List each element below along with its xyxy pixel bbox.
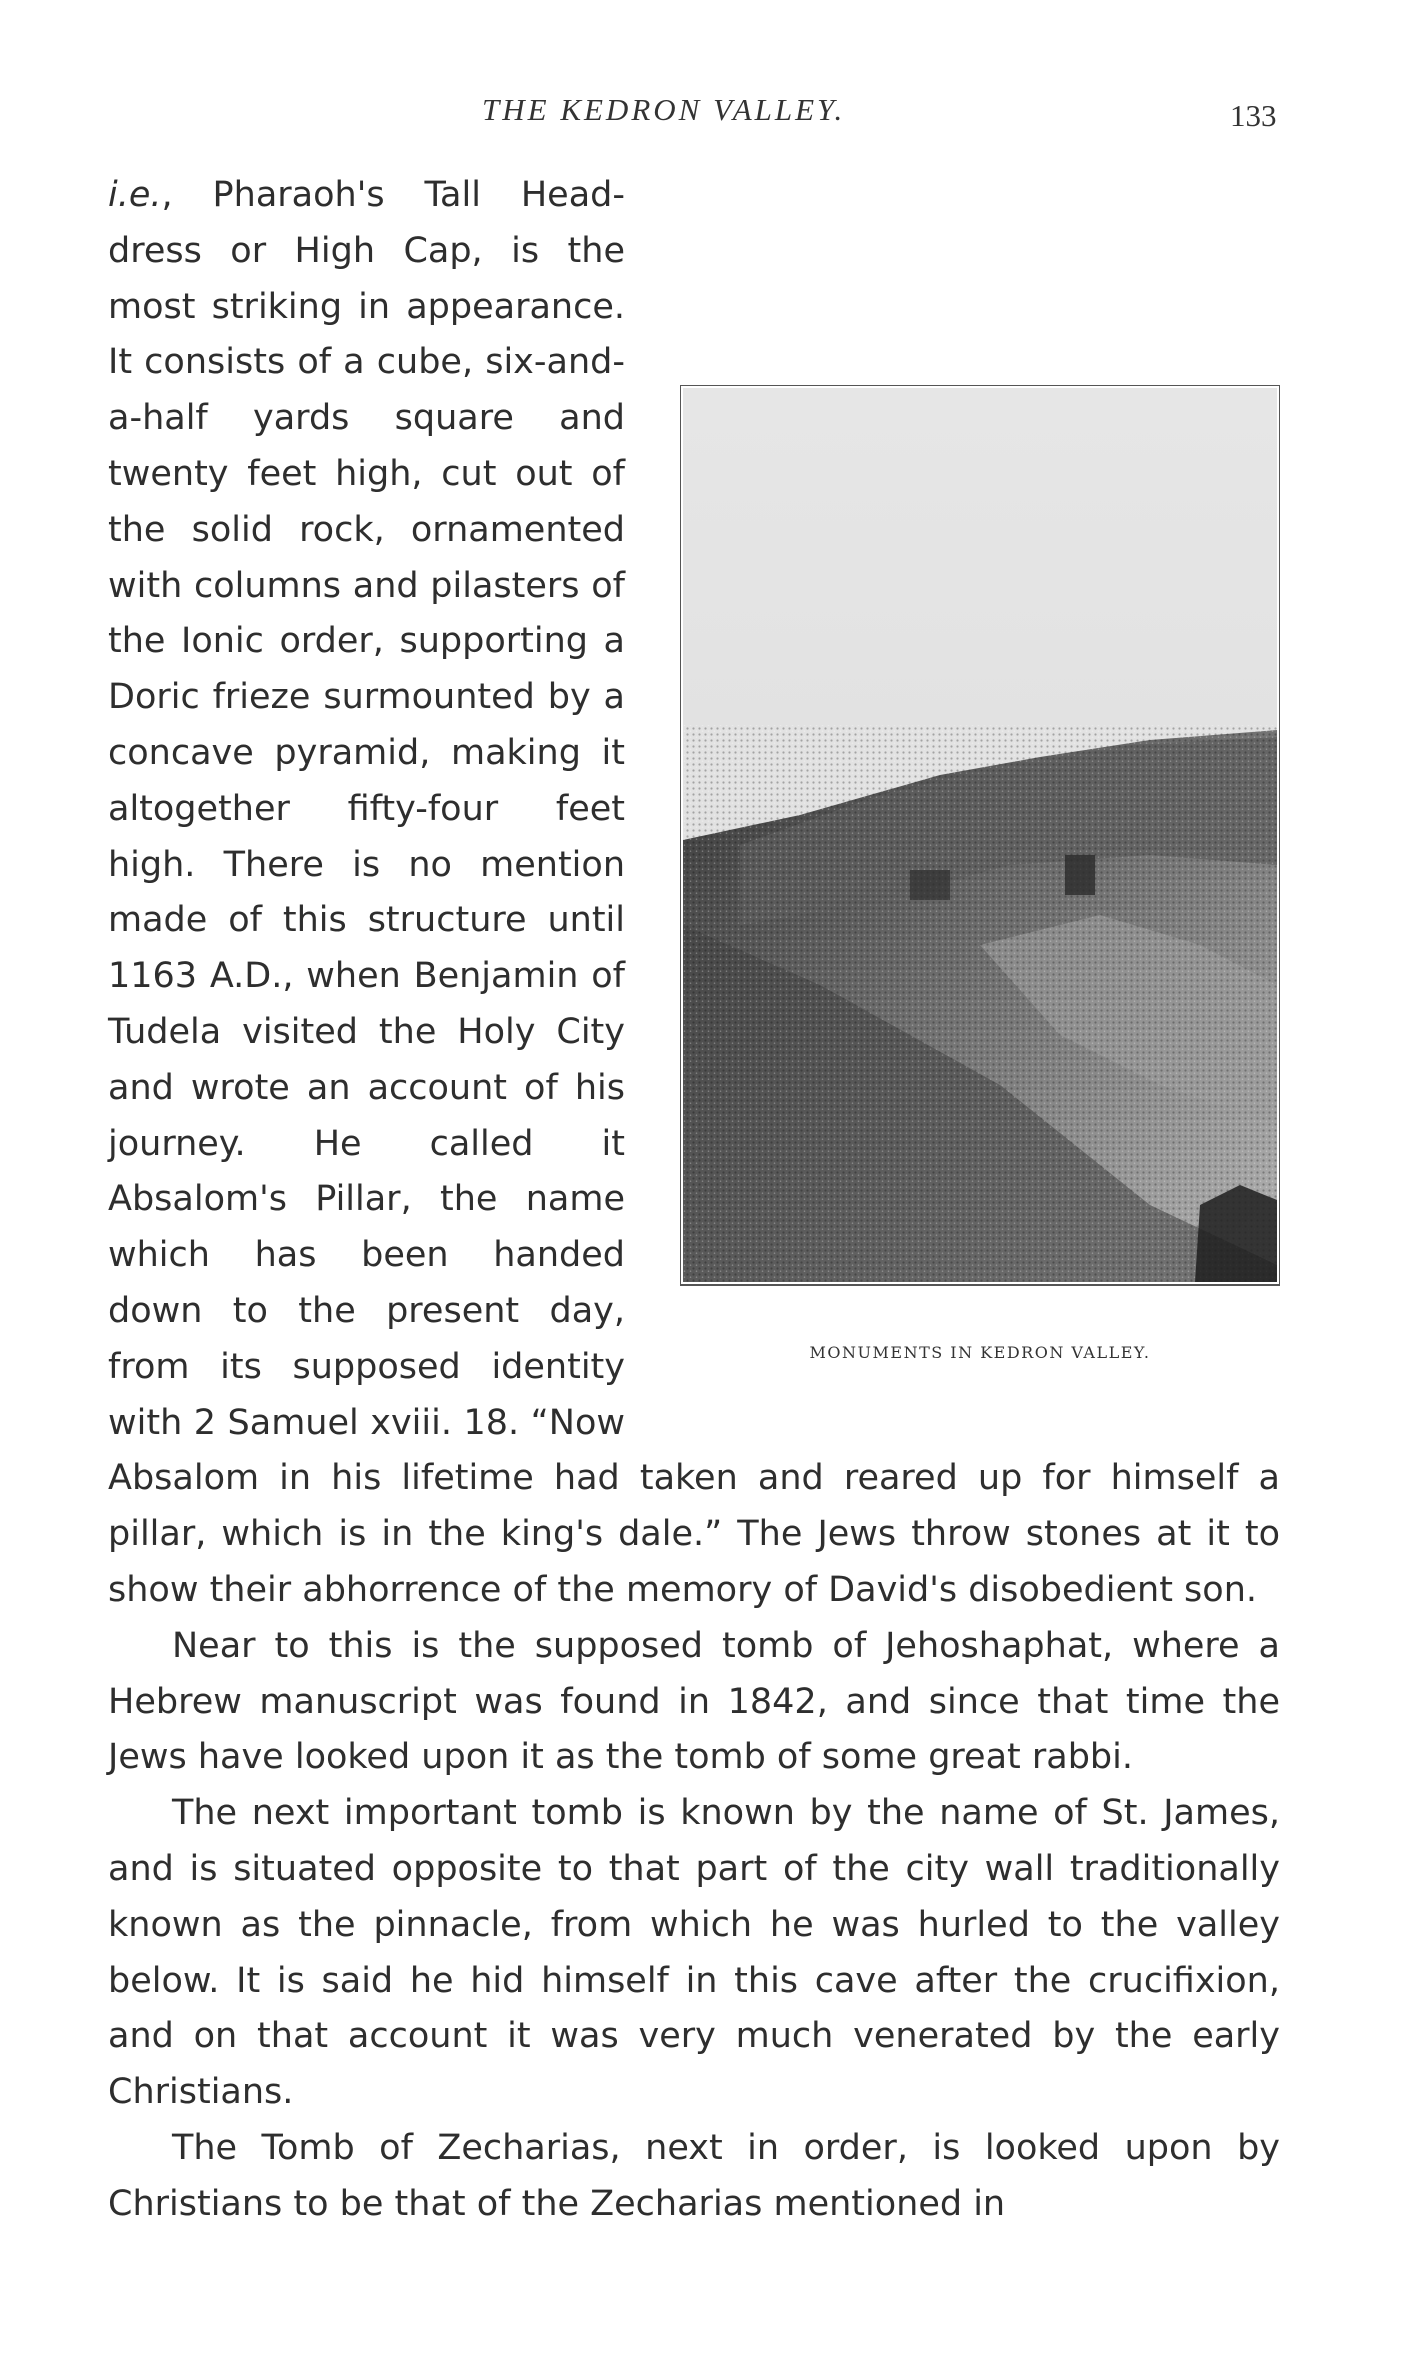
paragraph-4: The Tomb of Zecharias, next in order, is looked upon by Christians to be that of the Zecharias mentioned in	[108, 2127, 1280, 2224]
halftone-photo-valley	[680, 385, 1280, 1305]
abbreviation-ie: i.e.	[108, 175, 162, 215]
paragraph-3: The next important tomb is known by the name of St. James, and is situated opposite to that part of the city wall traditionally known as the pinnacle, from which he was hurled to the valley below. It is said he hid himself in this cave after the crucifixion, and on that account it was very much venerated by the early Christians.	[108, 1793, 1280, 2113]
running-head: THE KEDRON VALLEY.	[482, 92, 846, 127]
paragraph-1-text: , Pharaoh's Tall Head-dress or High Cap, is the most striking in appearance. It consists of a cube, six-and-a-half yards square and twenty feet high, cut out of the solid rock, ornamented with columns and pilasters of the Ionic order, supporting a Doric frieze surmounted by a concave pyramid, making it altogether fifty-four feet high. There is no mention made of this structure until 1163 A.D., when Benjamin of Tudela visited the Holy City and wrote an account of his journey. He called it Absalom's Pillar, the name which has been handed down to the present day, from its supposed identity with 2 Samuel xviii. 18. “Now Absalom in his lifetime had taken and reared up for himself a pillar, which is in the king's dale.” The Jews throw stones at it to show their abhorrence of the memory of David's disobedient son.	[108, 175, 1280, 1610]
monument-block	[1065, 855, 1095, 895]
figure	[680, 385, 1280, 1448]
paragraph-2: Near to this is the supposed tomb of Jehoshaphat, where a Hebrew manuscript was found in 1842, and since that time the Jews have looked upon it as the tomb of some great rabbi.	[108, 1625, 1280, 1778]
text-block	[108, 168, 1280, 2232]
figure-caption: MONUMENTS IN KEDRON VALLEY.	[809, 1343, 1151, 1362]
page-number: 133	[1230, 98, 1277, 133]
